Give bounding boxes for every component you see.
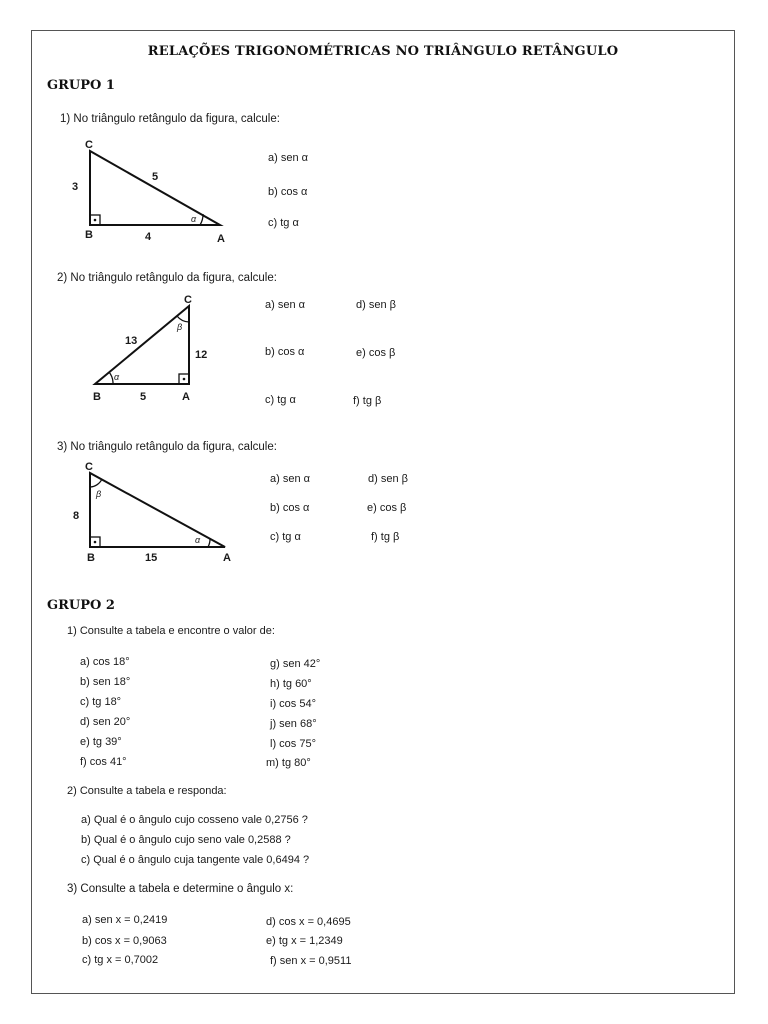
g1-q3-side-ba: 15 (145, 552, 158, 564)
g2-q3-item-d: d) cos x = 0,4695 (266, 916, 351, 928)
g1-q2-alpha: α (114, 372, 120, 382)
g1-q3-label-b: B (87, 552, 95, 564)
g2-q1-item-i: i) cos 54° (270, 698, 316, 710)
g1-q2-label-b: B (93, 391, 101, 403)
g2-q1-item-h: h) tg 60° (270, 678, 312, 690)
g2-q1-item-j: j) sen 68° (270, 718, 317, 730)
g1-q3-item-c: c) tg α (270, 531, 301, 543)
g2-q1-item-l: l) cos 75° (270, 738, 316, 750)
g2-q1-item-a: a) cos 18° (80, 656, 130, 668)
g2-q1-item-b: b) sen 18° (80, 676, 131, 688)
g1-q3-item-d: d) sen β (368, 473, 408, 485)
group1-heading: GRUPO 1 (47, 78, 115, 93)
g2-q2-item-c: c) Qual é o ângulo cuja tangente vale 0,6494 ? (81, 854, 310, 866)
g1-q2-item-d: d) sen β (356, 299, 396, 311)
g1-q1-triangle-figure (60, 132, 250, 247)
g1-q1-alpha-arc (200, 214, 203, 225)
g1-q2-beta: β (177, 322, 183, 332)
g1-q3-label-c: C (85, 461, 93, 473)
g1-q2-triangle-figure (85, 292, 215, 404)
g1-q1-alpha: α (191, 214, 197, 224)
g1-q3-prompt: 3) No triângulo retângulo da figura, calcule: (57, 441, 277, 453)
g1-q2-item-e: e) cos β (356, 347, 396, 359)
g2-q1-item-m: m) tg 80° (266, 757, 311, 769)
g1-q3-label-a: A (223, 552, 231, 564)
g2-q3-item-a: a) sen x = 0,2419 (82, 914, 168, 926)
g1-q2-side-ba: 5 (140, 391, 147, 403)
g2-q2-prompt: 2) Consulte a tabela e responda: (67, 785, 227, 797)
g1-q3-triangle (90, 473, 225, 547)
g2-q3-item-e: e) tg x = 1,2349 (266, 935, 343, 947)
g1-q1-triangle (90, 151, 220, 225)
g1-q1-side-ca: 5 (152, 171, 159, 183)
g1-q2-label-a: A (182, 391, 190, 403)
g2-q1-item-f: f) cos 41° (80, 756, 127, 768)
g1-q2-item-a: a) sen α (265, 299, 305, 311)
g1-q2-item-c: c) tg α (265, 394, 296, 406)
g1-q3-triangle-figure (65, 457, 245, 567)
g1-q1-item-c: c) tg α (268, 217, 299, 229)
g1-q3-side-cb: 8 (73, 510, 80, 522)
g1-q3-beta: β (96, 489, 102, 499)
g1-q3-item-e: e) cos β (367, 502, 407, 514)
g1-q1-label-b: B (85, 229, 93, 241)
g1-q1-prompt: 1) No triângulo retângulo da figura, calcule: (60, 113, 280, 125)
g1-q3-item-f: f) tg β (371, 531, 400, 543)
g2-q1-prompt: 1) Consulte a tabela e encontre o valor de: (67, 625, 275, 637)
g1-q2-item-f: f) tg β (353, 395, 382, 407)
g1-q2-side-bc: 13 (125, 335, 138, 347)
g2-q3-item-b: b) cos x = 0,9063 (82, 935, 167, 947)
g2-q3-prompt: 3) Consulte a tabela e determine o ângulo x: (67, 883, 294, 895)
g1-q1-label-a: A (217, 233, 225, 245)
g1-q3-item-a: a) sen α (270, 473, 310, 485)
g1-q1-item-a: a) sen α (268, 152, 308, 164)
g1-q3-item-b: b) cos α (270, 502, 310, 514)
g1-q2-prompt: 2) No triângulo retângulo da figura, calcule: (57, 272, 277, 284)
g2-q1-item-g: g) sen 42° (270, 658, 321, 670)
g2-q2-item-b: b) Qual é o ângulo cujo seno vale 0,2588 ? (81, 834, 291, 846)
page-title: RELAÇÕES TRIGONOMÉTRICAS NO TRIÂNGULO RETÂNGULO (147, 44, 619, 59)
g1-q2-item-b: b) cos α (265, 346, 305, 358)
g2-q2-item-a: a) Qual é o ângulo cujo cosseno vale 0,2756 ? (81, 814, 308, 826)
g1-q3-alpha: α (195, 535, 201, 545)
g2-q1-item-c: c) tg 18° (80, 696, 122, 708)
g1-q1-label-c: C (85, 139, 93, 151)
g2-q3-item-f: f) sen x = 0,9511 (270, 955, 352, 967)
g1-q1-side-cb: 3 (72, 181, 79, 193)
g1-q1-side-ba: 4 (145, 231, 152, 243)
g2-q3-item-c: c) tg x = 0,7002 (82, 954, 159, 966)
group2-heading: GRUPO 2 (47, 598, 115, 613)
g1-q1-item-b: b) cos α (268, 186, 308, 198)
g1-q2-side-ca: 12 (195, 349, 208, 361)
g2-q1-item-e: e) tg 39° (80, 736, 122, 748)
g2-q1-item-d: d) sen 20° (80, 716, 131, 728)
g1-q2-label-c: C (184, 294, 192, 306)
